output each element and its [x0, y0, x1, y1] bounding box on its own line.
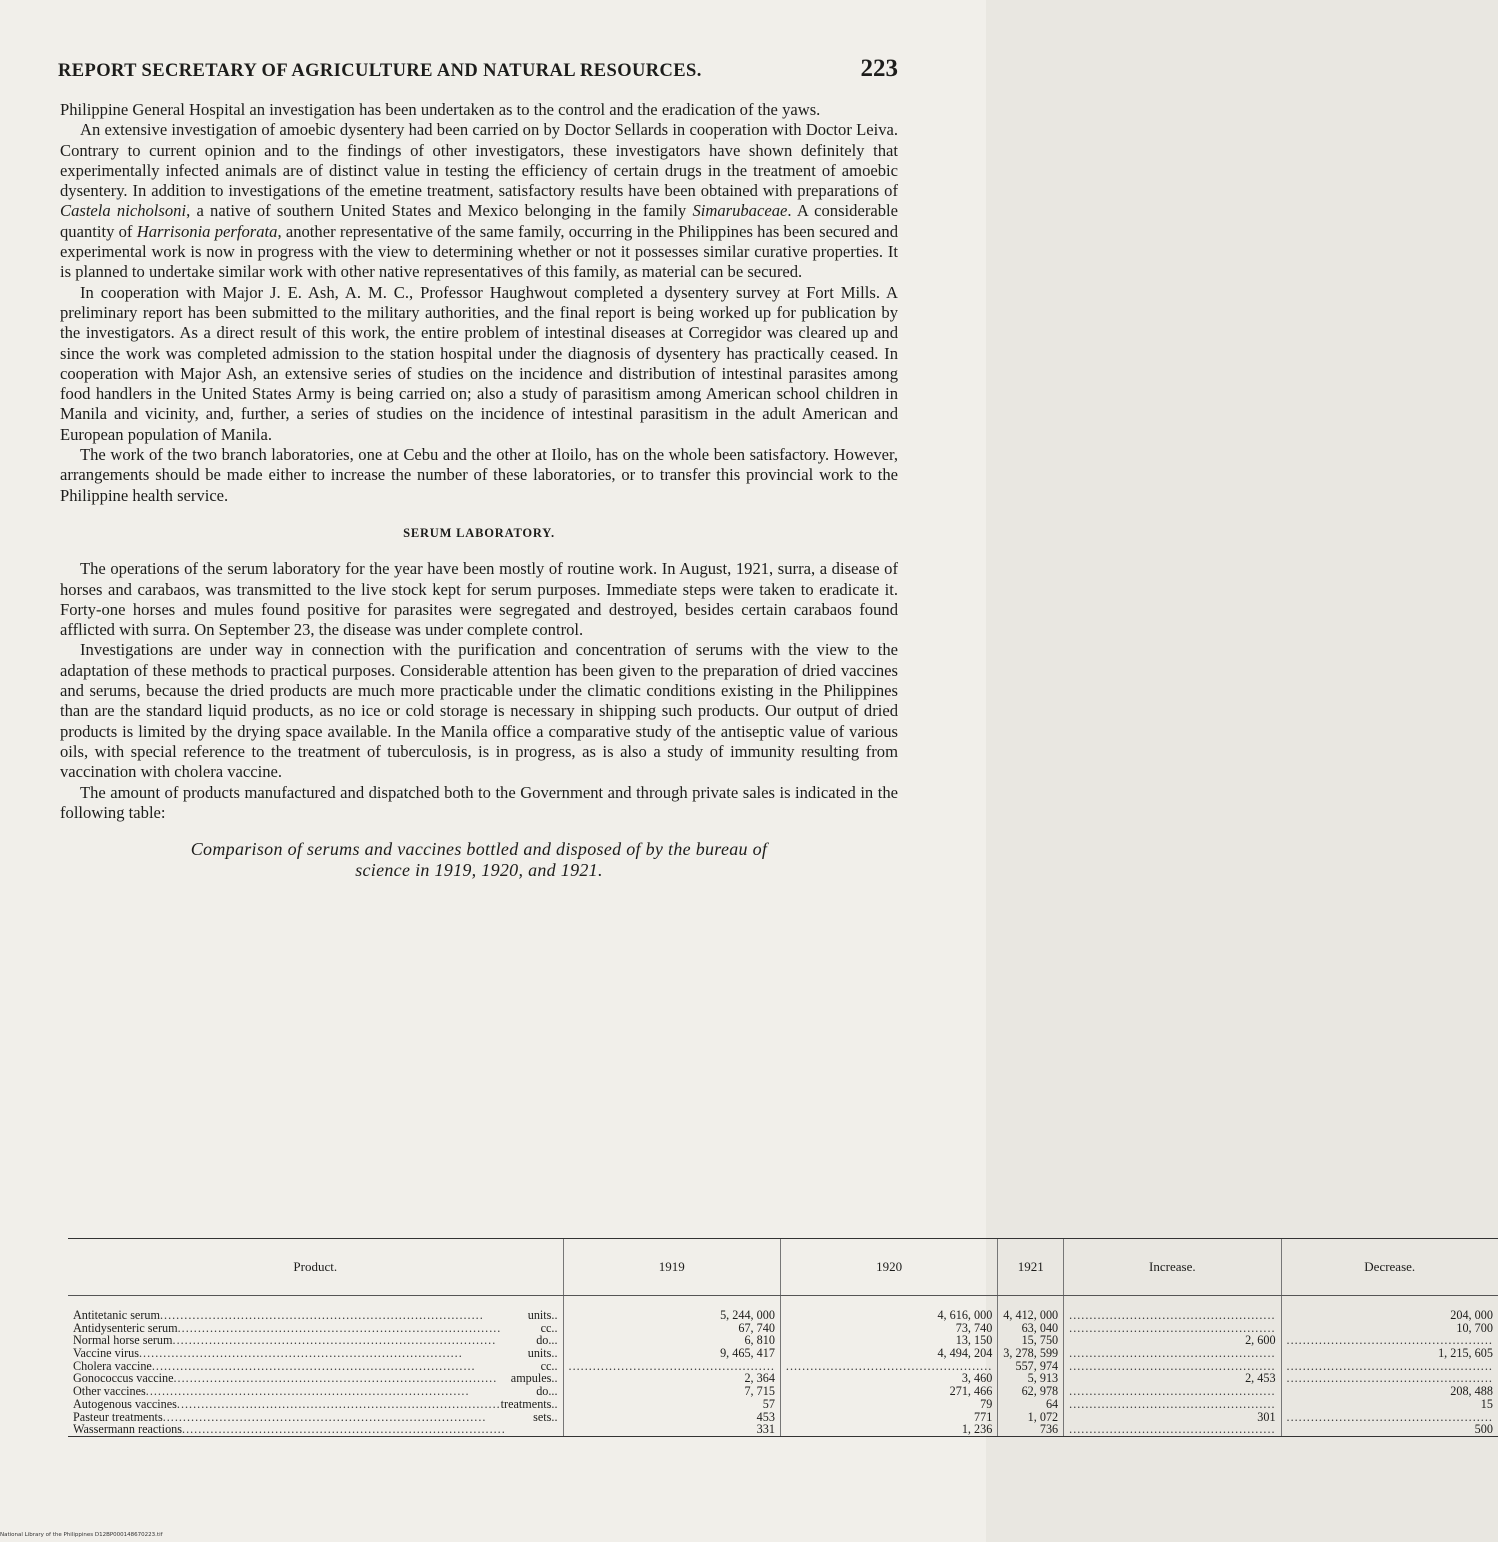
value-cell: 557, 974 [1015, 1358, 1059, 1373]
value-cell [1069, 1398, 1275, 1411]
value-cell: 331 [756, 1422, 775, 1437]
value-cell: 13, 150 [955, 1333, 993, 1348]
product-cell [73, 1309, 558, 1322]
value-cell: 736 [1039, 1422, 1059, 1437]
product-name: Wassermann reactions [73, 1422, 183, 1437]
value-cell: 1, 215, 605 [1438, 1346, 1493, 1361]
value-cell: 79 [980, 1396, 993, 1411]
value-cell: 5, 913 [1027, 1371, 1059, 1386]
product-cell [73, 1385, 558, 1398]
value-cell: 73, 740 [955, 1320, 993, 1335]
text-run: . A considerable quantity of [60, 201, 898, 241]
leader-dots [182, 1423, 558, 1436]
product-unit: units.. [527, 1346, 558, 1361]
product-unit: treatments.. [500, 1396, 558, 1411]
value-cell: 271, 466 [949, 1384, 993, 1399]
value-cell [1069, 1347, 1275, 1360]
value-cell: 453 [756, 1409, 775, 1424]
value-cell: 15, 750 [1021, 1333, 1059, 1348]
value-cell [1069, 1309, 1275, 1322]
column-decrease [1281, 1296, 1498, 1437]
product-name: Gonococcus vaccine [73, 1371, 174, 1386]
column-1921 [998, 1296, 1064, 1437]
header-1921: 1921 [998, 1239, 1064, 1296]
comparison-table [68, 1238, 1498, 1437]
value-cell: 10, 700 [1456, 1320, 1493, 1335]
product-name: Other vaccines [73, 1384, 146, 1399]
value-cell: 5, 244, 000 [720, 1308, 775, 1322]
page-header [58, 55, 898, 83]
paragraph: In cooperation with Major J. E. Ash, A. M. C., Professor Haughwout completed a dysentery survey at Fort Mills. A preliminary report has been submitted to the military authorities, and the final report is being worked up for publication by the investigators. As a direct result of this work, the entire problem of intestinal diseases at Corregidor was cleared up and since the work was completed admission to the station hospital under the diagnosis of dysentery has practically ceased. In cooperation with Major Ash, an extensive series of studies on the incidence and distribution of intestinal parasites among food handlers in the United States Army is being carried on; also a study of parasitism among American school children in Manila and vicinity, and, further, a series of studies on the incidence of intestinal parasitism in the adult American and European population of Manila. [60, 282, 898, 444]
value-cell: 1, 236 [961, 1422, 993, 1437]
value-cell: 2, 453 [1245, 1371, 1276, 1386]
header-1920: 1920 [780, 1239, 997, 1296]
value-cell: 7, 715 [744, 1384, 775, 1399]
value-cell: 15 [1480, 1396, 1493, 1411]
caption-line: Comparison of serums and vaccines bottled and disposed of by the bureau of [190, 839, 768, 860]
text-run: An extensive investigation of amoebic dysentery had been carried on by Doctor Sellards in cooperation with Doctor Leiva. Contrary to current opinion and to the findings of other investigators, these investigators have shown definitely that experimentally infected animals are of distinct value in testing the efficiency of certain drugs in the treatment of amoebic dysentery. In addition to investigations of the emetine treatment, satisfactory results have been obtained with preparations of [60, 120, 898, 201]
product-cell [73, 1347, 558, 1360]
column-1919 [563, 1296, 780, 1437]
value-cell: 64 [1045, 1396, 1059, 1411]
species-name: Harrisonia perforata [136, 221, 278, 241]
value-cell [1069, 1423, 1275, 1436]
value-cell: 2, 600 [1245, 1333, 1276, 1348]
product-name: Autogenous vaccines [73, 1396, 177, 1411]
header-product: Product. [68, 1239, 563, 1296]
leader-dots [139, 1347, 528, 1360]
product-cell [73, 1423, 558, 1436]
species-name: Castela nicholsoni [60, 201, 187, 221]
paragraph: The amount of products manufactured and dispatched both to the Government and through private sales is indicated in the following table: [60, 782, 898, 822]
scan-footer: National Library of the Philippines D12BP000148670223.tif [0, 1532, 163, 1538]
value-cell: 1, 072 [1027, 1409, 1059, 1424]
section-title: SERUM LABORATORY. [403, 525, 555, 540]
column-increase [1064, 1296, 1281, 1437]
value-cell: 301 [1257, 1409, 1276, 1424]
header-1919: 1919 [563, 1239, 780, 1296]
page-number: 223 [860, 55, 898, 82]
value-cell: 63, 040 [1021, 1320, 1059, 1335]
product-unit: cc.. [540, 1358, 558, 1373]
product-unit: units.. [527, 1308, 558, 1322]
paragraph: The work of the two branch laboratories, one at Cebu and the other at Iloilo, has on the whole been satisfactory. However, arrangements should be made either to increase the number of these laboratories, or to transfer this provincial work to the Philippine health service. [60, 445, 898, 505]
value-cell: 4, 494, 204 [937, 1346, 993, 1361]
value-cell: 500 [1474, 1422, 1493, 1437]
caption-line: science in 1919, 1920, and 1921. [355, 860, 603, 881]
product-cell [73, 1398, 558, 1411]
value-cell: 62, 978 [1021, 1384, 1059, 1399]
value-cell: 3, 278, 599 [1003, 1346, 1059, 1361]
product-name: Antitetanic serum [73, 1308, 160, 1322]
product-name: Vaccine virus [73, 1346, 139, 1361]
product-column [68, 1296, 563, 1437]
value-cell: 4, 412, 000 [1003, 1308, 1059, 1322]
leader-dots [146, 1385, 536, 1398]
product-unit: do... [536, 1333, 558, 1348]
text-run: , a native of southern United States and Mexico belonging in the family [186, 201, 693, 221]
table-header-row [68, 1239, 1498, 1296]
column-1920 [780, 1296, 997, 1437]
product-name: Antidysenteric serum [73, 1320, 178, 1335]
product-unit: sets.. [533, 1409, 558, 1424]
value-cell: 6, 810 [744, 1333, 775, 1348]
paragraph: Philippine General Hospital an investigation has been undertaken as to the control and the eradication of the yaws. [60, 100, 821, 119]
body-text [60, 100, 898, 895]
value-cell: 208, 488 [1450, 1384, 1493, 1399]
table-body [68, 1296, 1498, 1437]
product-name: Normal horse serum [73, 1333, 173, 1348]
running-title: REPORT SECRETARY OF AGRICULTURE AND NATURAL RESOURCES. [58, 61, 702, 81]
header-increase: Increase. [1064, 1239, 1281, 1296]
product-unit: cc.. [540, 1320, 558, 1335]
paragraph [60, 120, 898, 282]
paragraph: The operations of the serum laboratory for the year have been mostly of routine work. In August, 1921, surra, a disease of horses and carabaos, was transmitted to the live stock kept for serum purposes. Immediate steps were taken to eradicate it. Forty-one horses and mules found positive for parasites were segregated and destroyed, besides certain carabaos found afflicted with surra. On September 23, the disease was under complete control. [60, 559, 898, 640]
value-cell: 4, 616, 000 [937, 1308, 993, 1322]
value-cell: 67, 740 [738, 1320, 775, 1335]
value-cell: 57 [762, 1396, 775, 1411]
family-name: Simarubaceae [692, 201, 788, 221]
leader-dots [177, 1398, 501, 1411]
leader-dots [160, 1309, 528, 1322]
product-name: Cholera vaccine [73, 1358, 152, 1373]
value-cell: 204, 000 [1450, 1308, 1493, 1322]
product-unit: do... [536, 1384, 558, 1399]
value-cell: 2, 364 [744, 1371, 775, 1386]
text-run: , another representative of the same family, occurring in the Philippines has been secured and experimental work is now in progress with the view to determining whether or not it possesses similar curative properties. It is planned to undertake similar work with other native representatives of this family, as material can be secured. [60, 221, 898, 282]
product-name: Pasteur treatments [73, 1409, 163, 1424]
table-caption [60, 839, 898, 881]
value-cell [1287, 1411, 1493, 1424]
product-unit: ampules.. [510, 1371, 558, 1386]
value-cell [1069, 1385, 1275, 1398]
paragraph: Investigations are under way in connection with the purification and concentration of serums with the view to the adaptation of these methods to practical purposes. Considerable attention has been given to the preparation of dried vaccines and serums, because the dried products are much more practicable under the climatic conditions existing in the Philippines than are the standard liquid products, as no ice or cold storage is necessary in shipping such products. Our output of dried products is limited by the drying space available. In the Manila office a comparative study of the antiseptic value of various oils, with special reference to the treatment of tuberculosis, is in progress, as is also a study of immunity resulting from vaccination with cholera vaccine. [60, 640, 898, 782]
value-cell: 3, 460 [961, 1371, 993, 1386]
value-cell: 9, 465, 417 [720, 1346, 775, 1361]
header-decrease: Decrease. [1281, 1239, 1498, 1296]
value-cell: 771 [974, 1409, 993, 1424]
